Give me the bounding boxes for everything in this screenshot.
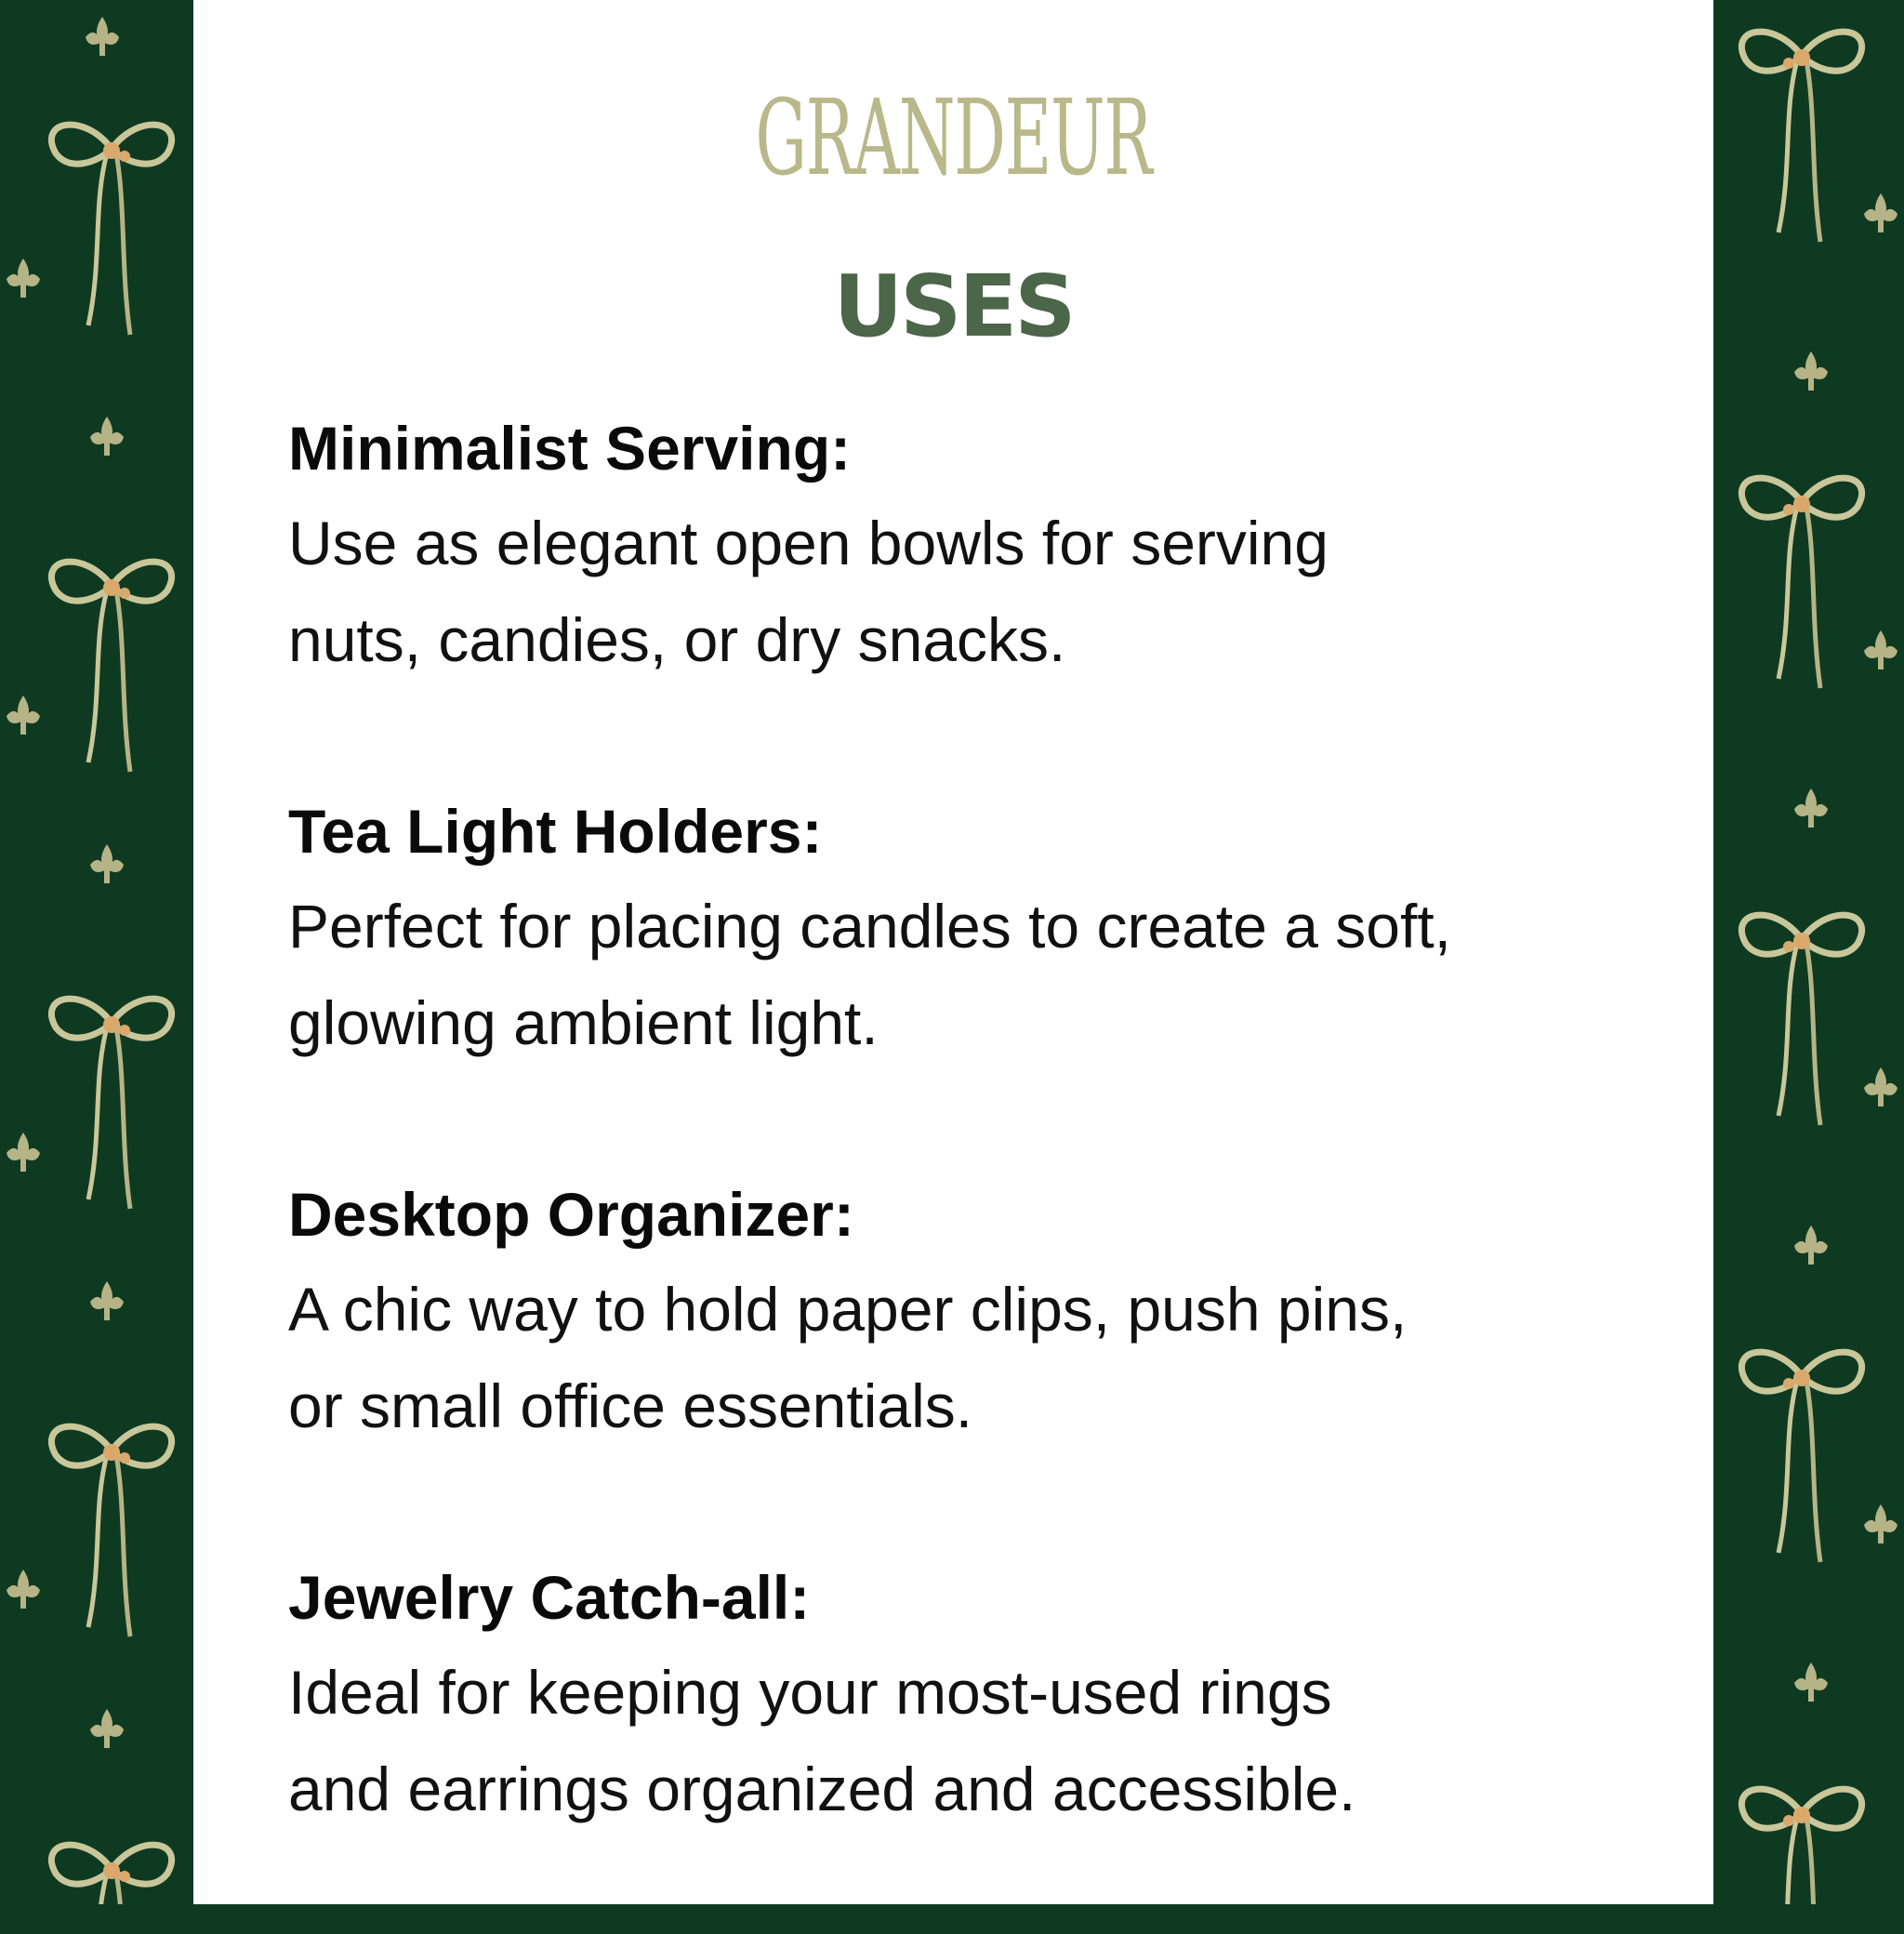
content-panel [193,0,1713,1904]
use-title: Jewelry Catch-all: [288,1563,811,1632]
use-description-line: glowing ambient light. [288,988,879,1057]
use-description-line: Use as elegant open bowls for serving [288,509,1329,577]
left-ornament-border [0,0,193,1904]
list-item [288,402,1683,688]
bow-pattern-right [1713,0,1904,1904]
bow-pattern-left [0,0,193,1904]
list-item [288,1551,1683,1837]
use-title: Desktop Organizer: [288,1180,854,1249]
use-description-line: and earrings organized and accessible. [288,1755,1356,1823]
use-description-line: A chic way to hold paper clips, push pins, [288,1275,1408,1344]
use-title: Tea Light Holders: [288,797,823,866]
use-description-line: or small office essentials. [288,1371,973,1440]
use-description-line: nuts, candies, or dry snacks. [288,605,1066,674]
use-title: Minimalist Serving: [288,414,852,483]
page-title: USES [833,257,1074,356]
use-description-line: Ideal for keeping your most-used rings [288,1658,1332,1727]
list-item [288,785,1683,1071]
uses-list [288,402,1683,1934]
right-ornament-border [1713,0,1904,1904]
use-description-line: Perfect for placing candles to create a soft, [288,892,1452,960]
list-item [288,1168,1683,1454]
brand-logo: GRANDEUR [755,78,1152,199]
